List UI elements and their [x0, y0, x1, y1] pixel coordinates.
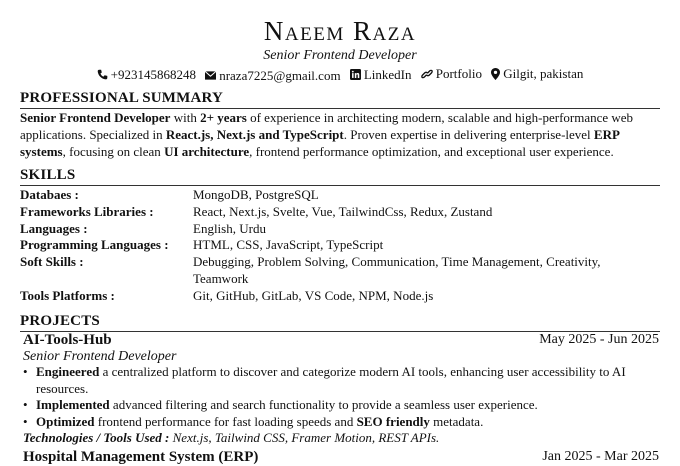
list-item — [20, 364, 660, 397]
bullet-text: advanced filtering and search functionality to provide a seamless user experience. — [109, 397, 538, 412]
skill-value: Debugging, Problem Solving, Communication, Time Management, Creativity, Teamwork — [193, 254, 601, 286]
project-title: Hospital Management System (ERP) — [23, 449, 259, 465]
projects-heading: PROJECTS — [20, 312, 660, 332]
bullet-emphasis: SEO friendly — [356, 413, 430, 429]
contact-linkedin[interactable] — [350, 66, 412, 84]
summary-span: React.js, Next.js and TypeScript — [165, 127, 344, 142]
summary-span: , frontend performance optimization, and exceptional user experience. — [249, 144, 614, 159]
contact-bar — [0, 65, 680, 85]
contact-email-text: nraza7225@gmail.com — [219, 67, 341, 83]
tech-label: Technologies / Tools Used : — [23, 430, 170, 445]
project-title: AI-Tools-Hub — [23, 332, 112, 348]
list-item — [20, 397, 660, 414]
skill-value: React, Next.js, Svelte, Vue, TailwindCss, Redux, Zustand — [193, 204, 493, 219]
contact-email[interactable] — [205, 67, 340, 85]
mail-icon — [205, 71, 216, 80]
linkedin-icon — [350, 69, 361, 80]
candidate-title: Senior Frontend Developer — [263, 48, 417, 63]
skill-key: Languages : — [20, 221, 88, 236]
skill-key: Tools Platforms : — [20, 288, 115, 303]
bullet-lead: Engineered — [36, 364, 100, 379]
summary-text — [20, 109, 660, 160]
contact-phone[interactable] — [97, 66, 196, 84]
contact-phone-text: +923145868248 — [110, 66, 196, 82]
summary-heading: PROFESSIONAL SUMMARY — [20, 89, 660, 109]
contact-portfolio[interactable] — [421, 65, 482, 83]
summary-span: with — [170, 110, 201, 125]
summary-span: 2+ years — [200, 110, 247, 125]
bullet-lead: Optimized — [36, 413, 95, 429]
summary-span: Senior Frontend Developer — [20, 110, 171, 125]
summary-span: ERP systems — [20, 127, 620, 159]
project-role: Senior Frontend Developer — [23, 349, 177, 364]
skill-key: Databaes : — [20, 187, 79, 202]
candidate-name: Naeem Raza — [263, 16, 417, 46]
bullet-text: frontend performance for fast loading speeds and — [94, 413, 357, 429]
skill-value: HTML, CSS, JavaScript, TypeScript — [193, 237, 384, 252]
phone-icon — [97, 69, 108, 80]
skill-value: Git, GitHub, GitLab, VS Code, NPM, Node.js — [193, 288, 434, 303]
project-bullets — [20, 364, 660, 430]
summary-span: , focusing on clean — [62, 144, 165, 159]
skill-key: Programming Languages : — [20, 237, 169, 252]
skill-value: English, Urdu — [193, 221, 266, 236]
summary-span: of experience in architecting modern, scalable and high-performance web applications. Specialized in — [20, 110, 634, 142]
list-item — [20, 414, 660, 431]
project-date: Jan 2025 - Mar 2025 — [542, 449, 659, 464]
bullet-text: a centralized platform to discover and categorize modern AI tools, enhancing user accessibility to AI resources. — [36, 364, 626, 396]
contact-location-text: Gilgit, pakistan — [503, 66, 584, 81]
location-pin-icon — [491, 68, 500, 80]
skill-value: MongoDB, PostgreSQL — [193, 187, 319, 202]
link-icon — [421, 68, 433, 80]
summary-span: UI architecture — [164, 144, 250, 159]
skills-heading: SKILLS — [20, 166, 660, 186]
bullet-text: metadata. — [429, 413, 484, 429]
skill-key: Frameworks Libraries : — [20, 204, 154, 219]
project-date: May 2025 - Jun 2025 — [539, 332, 659, 347]
tech-list: Next.js, Tailwind CSS, Framer Motion, REST APIs. — [169, 430, 440, 445]
contact-portfolio-text: Portfolio — [435, 66, 482, 81]
contact-linkedin-text: LinkedIn — [363, 66, 412, 82]
skill-key: Soft Skills : — [20, 254, 84, 269]
contact-location — [491, 65, 583, 83]
summary-span: . Proven expertise in delivering enterprise-level — [343, 127, 594, 142]
project-tech — [23, 429, 439, 446]
bullet-lead: Implemented — [36, 397, 110, 412]
